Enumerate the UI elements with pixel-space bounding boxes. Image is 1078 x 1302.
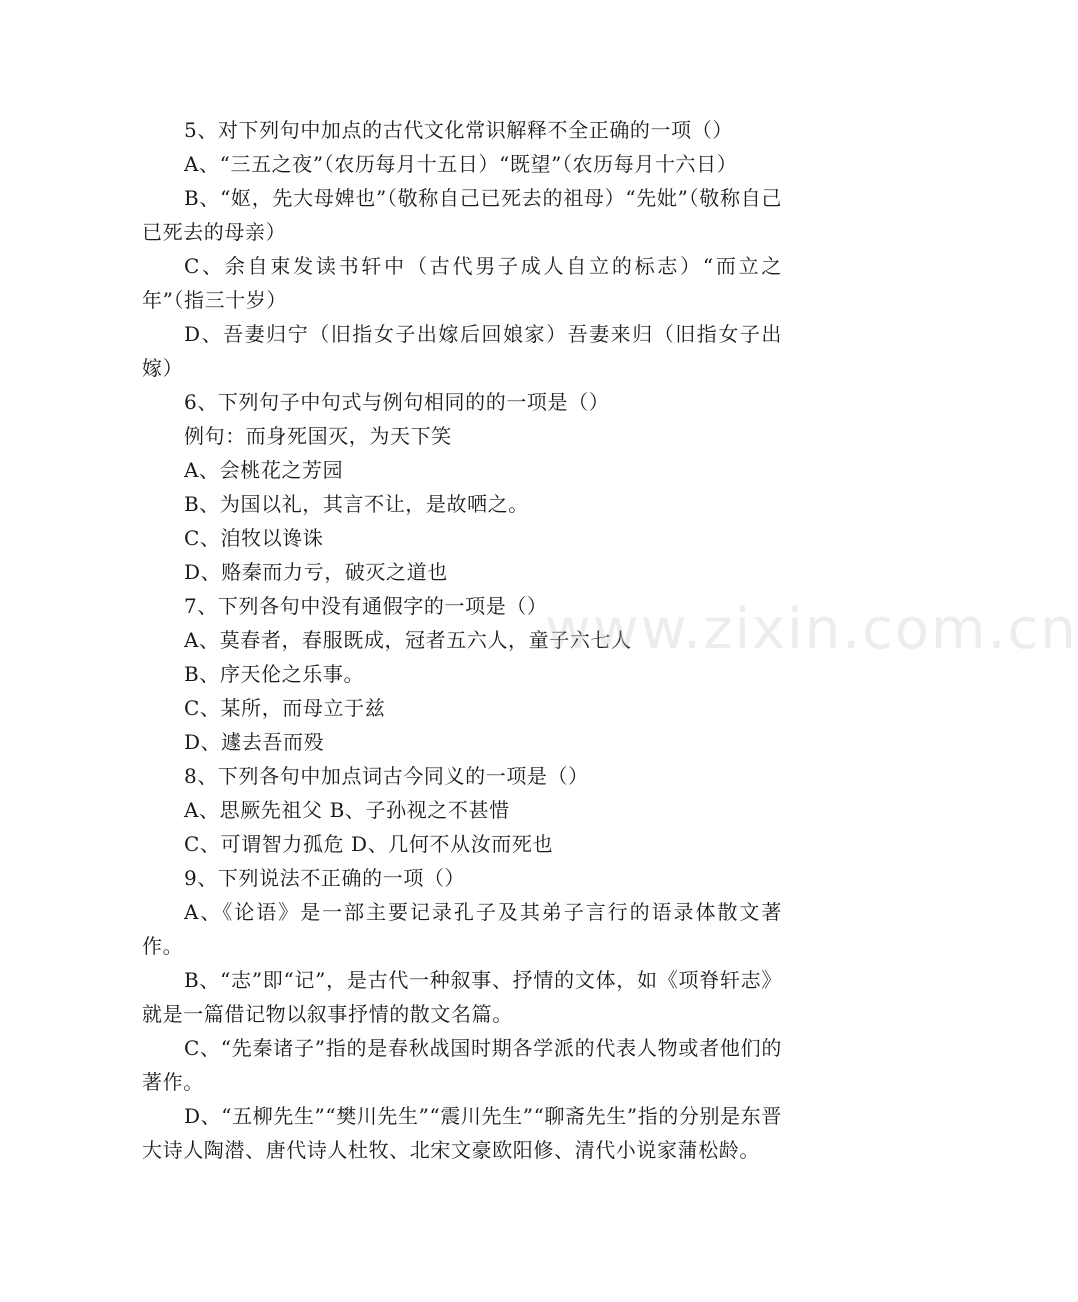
question-9-option-a: A、《论语》是一部主要记录孔子及其弟子言行的语录体散文著作。 [142,900,782,958]
question-8-options-ab: A、思厥先祖父 B、子孙视之不甚惜 [184,798,510,822]
question-5-stem: 5、对下列句中加点的古代文化常识解释不全正确的一项（） [184,118,733,142]
question-7-option-d: D、遽去吾而殁 [184,730,325,754]
question-6-option-a: A、会桃花之芳园 [184,458,344,482]
question-6-option-b: B、为国以礼，其言不让，是故哂之。 [184,492,529,516]
question-6-example: 例句：而身死国灭，为天下笑 [184,424,452,448]
question-5-option-b: B、“妪，先大母婢也”（敬称自己已死去的祖母）“先妣”（敬称自己已死去的母亲） [142,186,782,244]
question-5-option-a: A、“三五之夜”（农历每月十五日）“既望”（农历每月十六日） [184,152,738,176]
question-7-option-b: B、序天伦之乐事。 [184,662,365,686]
document-body [142,113,782,1167]
question-9-stem: 9、下列说法不正确的一项（） [184,866,466,890]
watermark: www.zixin.com.cn [545,597,1078,662]
question-9-option-d: D、“五柳先生”“樊川先生”“震川先生”“聊斋先生”指的分别是东晋大诗人陶潜、唐代诗人杜牧、北宋文豪欧阳修、清代小说家蒲松龄。 [142,1104,782,1162]
question-7-option-a: A、莫春者，春服既成，冠者五六人，童子六七人 [184,628,632,652]
question-9-option-b: B、“志”即“记”，是古代一种叙事、抒情的文体，如《项脊轩志》就是一篇借记物以叙事抒情的散文名篇。 [142,968,782,1026]
question-5-option-c: C、余自束发读书轩中（古代男子成人自立的标志）“而立之年”（指三十岁） [142,254,782,312]
question-8-options-cd: C、可谓智力孤危 D、几何不从汝而死也 [184,832,554,856]
question-5-option-d: D、吾妻归宁（旧指女子出嫁后回娘家）吾妻来归（旧指女子出嫁） [142,322,782,380]
question-6-stem: 6、下列句子中句式与例句相同的的一项是（） [184,390,610,414]
question-7-stem: 7、下列各句中没有通假字的一项是（） [184,594,548,618]
question-6-option-d: D、赂秦而力亏，破灭之道也 [184,560,448,584]
question-7-option-c: C、某所，而母立于兹 [184,696,386,720]
question-9-option-c: C、“先秦诸子”指的是春秋战国时期各学派的代表人物或者他们的著作。 [142,1036,782,1094]
question-8-stem: 8、下列各句中加点词古今同义的一项是（） [184,764,589,788]
question-6-option-c: C、洎牧以谗诛 [184,526,324,550]
